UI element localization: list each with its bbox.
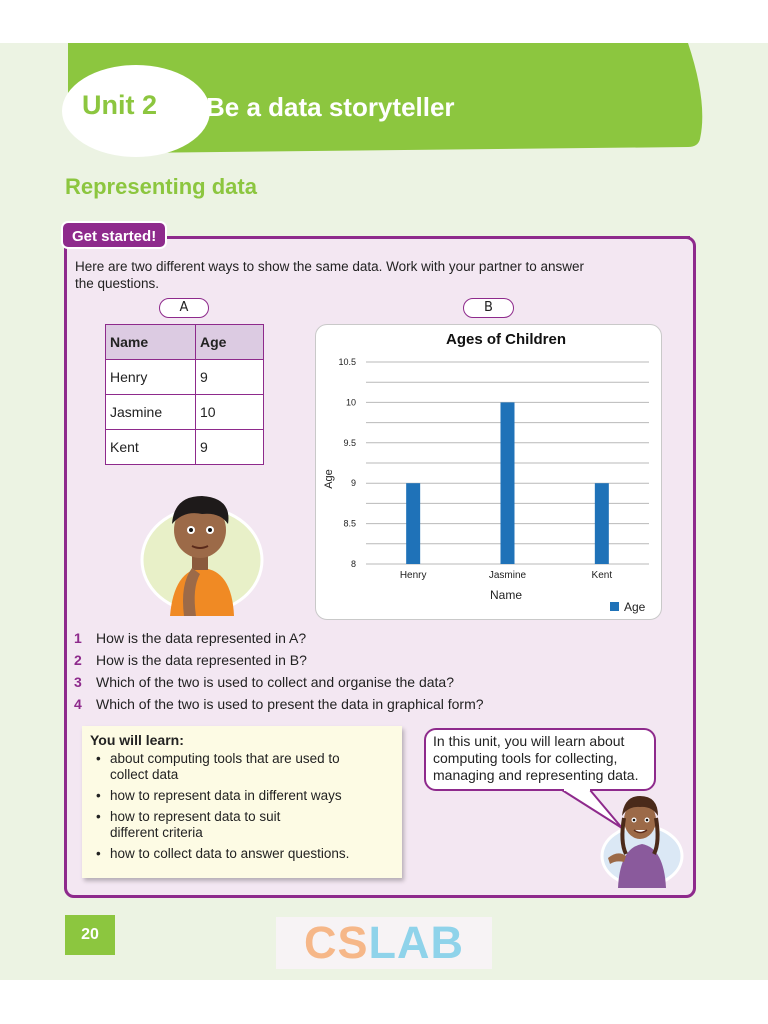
page-number: 20 xyxy=(65,915,115,955)
intro-line-1: Here are two different ways to show the same data. Work with your partner to answer xyxy=(75,259,584,274)
table-header-name: Name xyxy=(106,325,196,360)
list-item: 2 How is the data represented in B? xyxy=(74,652,307,668)
y-tick-label: 8 xyxy=(350,559,356,569)
x-tick-label: Jasmine xyxy=(488,570,527,581)
y-tick-label: 10.5 xyxy=(338,357,356,367)
learn-title: You will learn: xyxy=(90,732,184,748)
list-item: • how to represent data in different ways xyxy=(90,788,394,804)
legend-swatch xyxy=(610,602,619,611)
you-will-learn-note xyxy=(82,726,402,878)
table-header-age: Age xyxy=(196,325,264,360)
y-tick-label: 10 xyxy=(345,397,356,408)
table-cell: 9 xyxy=(196,360,264,395)
list-item: 1 How is the data represented in A? xyxy=(74,630,307,646)
legend-label: Age xyxy=(624,600,646,614)
y-tick-label: 9 xyxy=(350,478,356,489)
list-item: 4 Which of the two is used to present the data in graphical form? xyxy=(74,696,484,712)
boy-character-illustration xyxy=(140,488,265,616)
x-tick-label: Kent xyxy=(591,570,613,581)
y-tick-label: 8.5 xyxy=(343,518,356,529)
age-table xyxy=(105,324,264,465)
intro-text xyxy=(75,258,645,292)
bar-jasmine xyxy=(501,402,515,564)
table-cell: 10 xyxy=(196,395,264,430)
unit-label: Unit 2 xyxy=(82,90,158,120)
bar-kent xyxy=(595,483,609,564)
chart-title: Ages of Children xyxy=(445,331,567,348)
list-item: • how to collect data to answer questions. xyxy=(90,846,394,862)
label-a: A xyxy=(159,298,209,318)
table-row xyxy=(106,360,264,395)
x-tick-label: Henry xyxy=(399,570,427,581)
table-row xyxy=(106,395,264,430)
table-cell: Henry xyxy=(106,360,196,395)
table-cell: Kent xyxy=(106,430,196,465)
chart-card xyxy=(315,324,662,620)
cslab-logo: CSLAB xyxy=(276,917,492,969)
list-item: 3 Which of the two is used to collect and organise the data? xyxy=(74,674,454,690)
speech-bubble: In this unit, you will learn about computing tools for collecting, managing and representing data. xyxy=(424,728,656,791)
y-tick-label: 9.5 xyxy=(343,437,356,448)
girl-character-illustration xyxy=(560,780,685,890)
table-cell: Jasmine xyxy=(106,395,196,430)
table-row xyxy=(106,430,264,465)
question-list xyxy=(74,627,484,715)
section-title: Representing data xyxy=(65,174,257,199)
label-b: B xyxy=(463,298,514,318)
list-item: • how to represent data to suit different criteria xyxy=(90,809,394,841)
intro-line-2: the questions. xyxy=(75,276,160,291)
table-cell: 9 xyxy=(196,430,264,465)
unit-title: Be a data storyteller xyxy=(206,92,455,122)
get-started-tab: Get started! xyxy=(61,221,167,249)
x-axis-label: Name xyxy=(489,588,523,602)
get-started-rule xyxy=(170,236,690,239)
table-header-row xyxy=(106,325,264,360)
bar-chart xyxy=(316,325,663,621)
bar-henry xyxy=(406,483,420,564)
list-item: • about computing tools that are used to collect data xyxy=(90,751,394,783)
y-axis-label: Age xyxy=(323,469,335,489)
